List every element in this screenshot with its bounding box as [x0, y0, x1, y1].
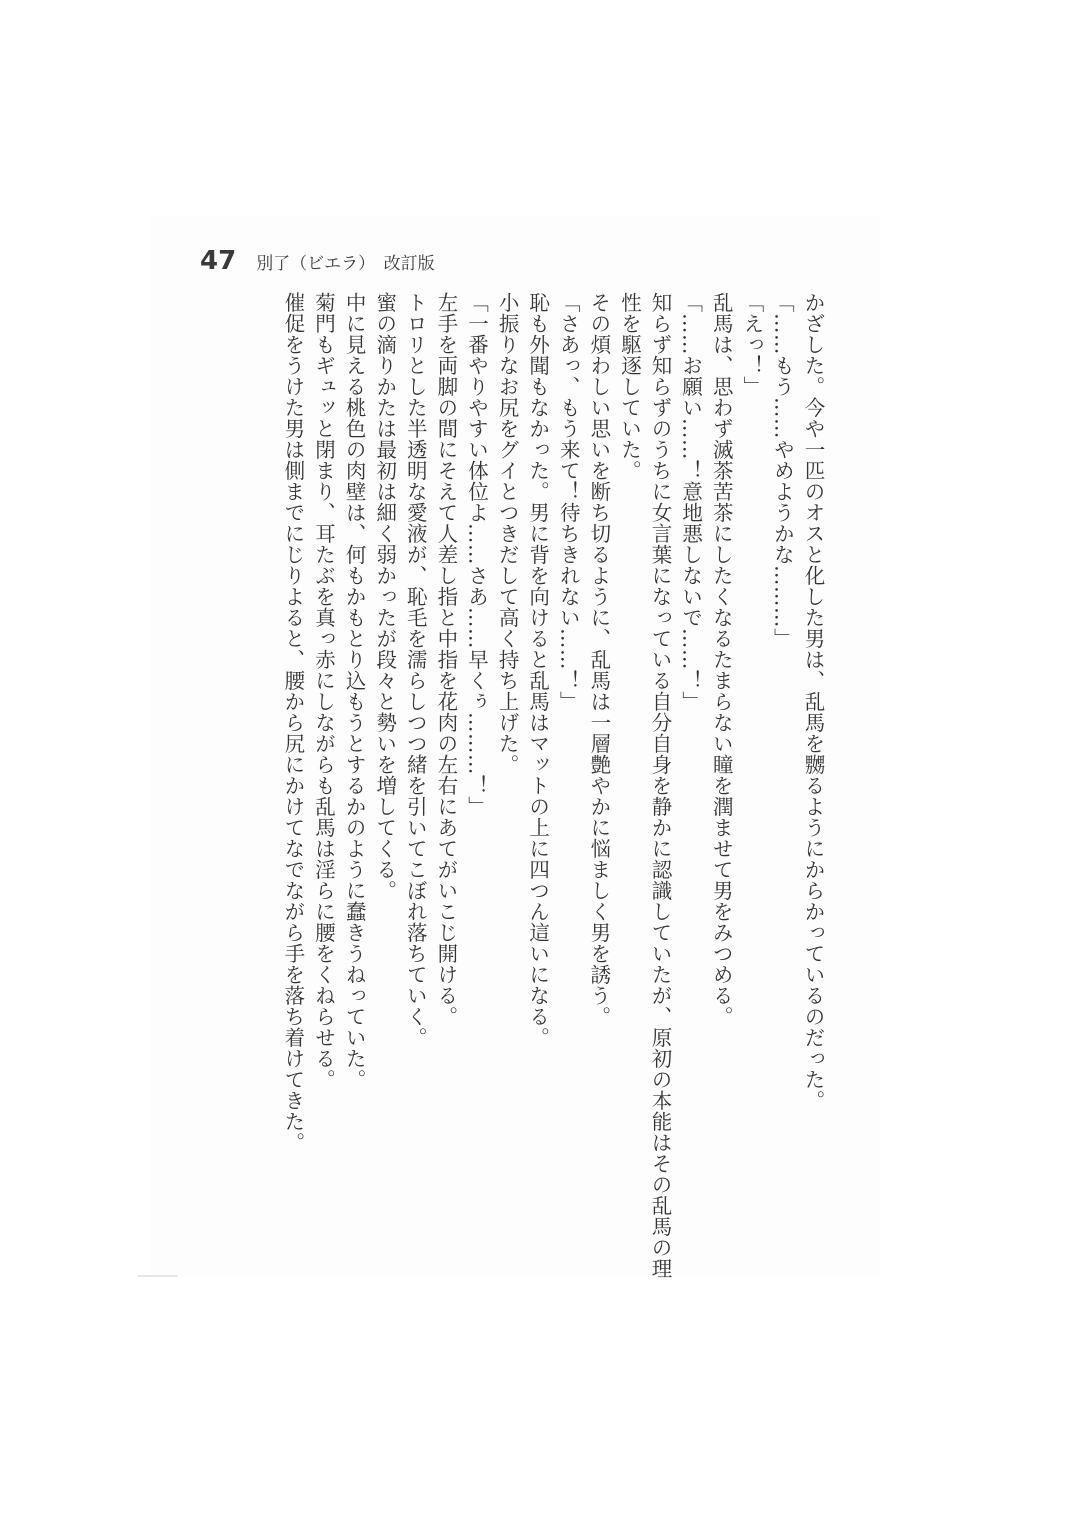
text-line: 「さあっ、もう来て！待ちきれない……！」 [556, 292, 581, 712]
text-line: 知らず知らずのうちに女言葉になっている自分自身を静かに認識していたが、原初の本能はその乱馬の理 [648, 292, 673, 1279]
scan-artifact [138, 1275, 178, 1277]
text-line: 「……お願い……！意地悪しないで……！」 [678, 292, 703, 712]
text-line: かざした。今や一匹のオスと化した男は、乱馬を嬲るようにからかっているのだった。 [801, 292, 825, 1111]
text-line: 「……もう……やめようかな………」 [770, 292, 795, 649]
text-line: 菊門もギュッと閉まり、耳たぶを真っ赤にしながらも乱馬は淫らに腰をくねらせる。 [311, 292, 336, 1090]
page-header [200, 246, 435, 276]
text-line: 催促をうけた男は側までにじりよると、腰から尻にかけてなでながら手を落ち着けてきた。 [280, 292, 305, 1153]
text-line: 小振りなお尻をグイとつきだして高く持ち上げた。 [495, 292, 520, 775]
text-line: その煩わしい思いを断ち切るように、乱馬は一層艶やかに悩ましく男を誘う。 [586, 292, 611, 1027]
text-line: 恥も外聞もなかった。男に背を向けると乱馬はマットの上に四つん這いになる。 [525, 292, 550, 1048]
text-line: 中に見える桃色の肉壁は、何もかもとり込もうとするかのように蠢きうねっていた。 [342, 292, 367, 1090]
text-line: 蜜の滴りかたは最初は細く弱かったが段々と勢いを増してくる。 [372, 292, 397, 901]
text-line: トロリとした半透明な愛液が、恥毛を濡らしつつ緒を引いてこぼれ落ちていく。 [403, 292, 428, 1048]
vertical-body-text [277, 292, 828, 1279]
book-title: 別了（ビエラ） 改訂版 [256, 254, 435, 274]
text-line: 「一番やりやすい体位よ……さあ……早くぅ………！」 [464, 292, 489, 817]
text-line: 左手を両脚の間にそえて人差し指と中指を花肉の左右にあてがいこじ開ける。 [433, 292, 458, 1027]
page-number: 47 [200, 246, 237, 276]
text-line: 性を駆逐していた。 [617, 292, 642, 481]
text-line: 「えっ！」 [739, 292, 764, 397]
text-line: 乱馬は、思わず滅茶苦茶にしたくなるたまらない瞳を潤ませて男をみつめる。 [709, 292, 734, 1027]
